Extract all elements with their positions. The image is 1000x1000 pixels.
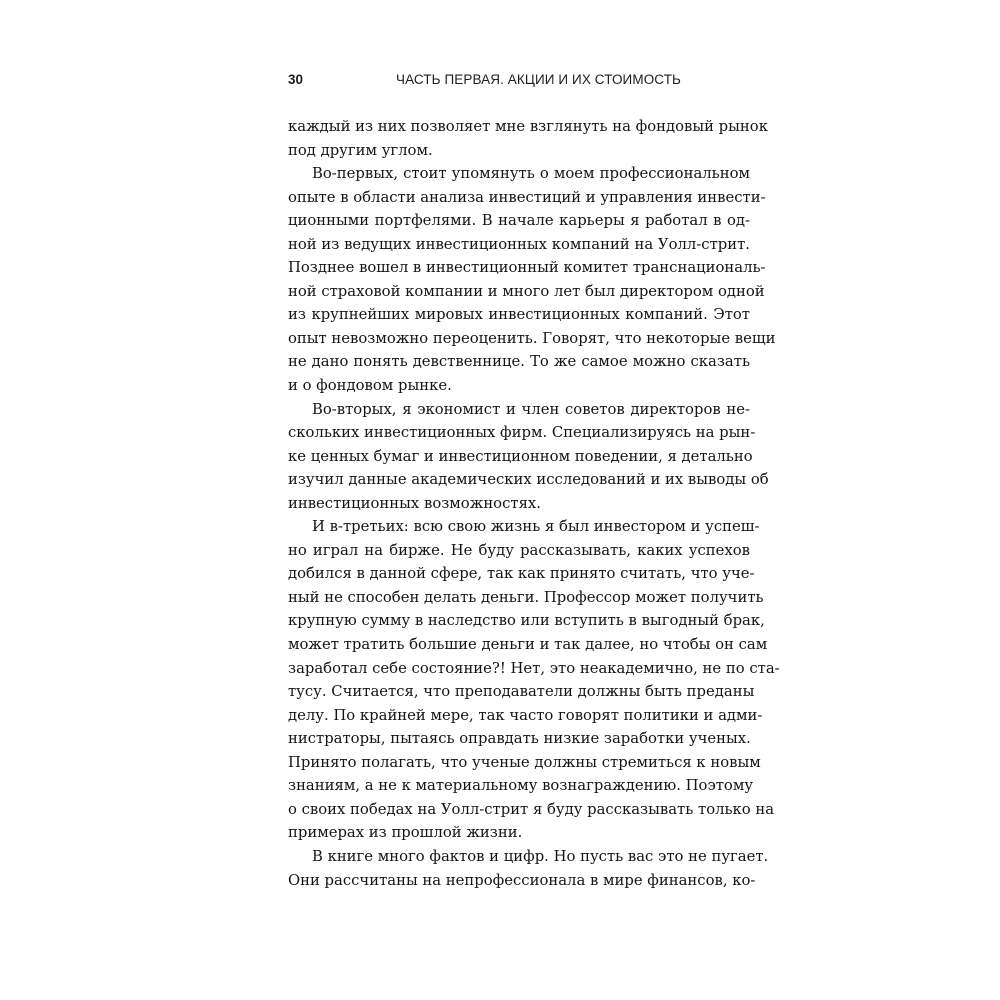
paragraph-professional-experience	[288, 162, 776, 397]
text-line: опыте в области анализа инвестиций и управления инвести-	[288, 188, 766, 206]
text-line: может тратить большие деньги и так далее, но чтобы он сам	[288, 636, 768, 654]
text-line: тусу. Считается, что преподаватели должны быть преданы	[288, 683, 755, 701]
page-number: 30	[288, 72, 304, 87]
text-line: В книге много фактов и цифр. Но пусть вас это не пугает.	[312, 847, 769, 865]
text-line: скольких инвестиционных фирм. Специализируясь на рын-	[288, 424, 756, 442]
text-line: Позднее вошел в инвестиционный комитет транснациональ-	[288, 259, 766, 277]
text-line: Они рассчитаны на непрофессионала в мире финансов, ко-	[288, 871, 756, 889]
text-line: И в-третьих: всю свою жизнь я был инвестором и успеш-	[312, 518, 760, 536]
text-line: каждый из них позволяет мне взглянуть на фондовый рынок	[288, 118, 768, 135]
text-line: не дано понять девственнице. То же самое можно сказать	[288, 353, 750, 371]
text-line: ной из ведущих инвестиционных компаний на Уолл-стрит.	[288, 235, 750, 253]
text-line: Во-вторых, я экономист и член советов директоров не-	[312, 400, 750, 418]
text-line: добился в данной сфере, так как принято считать, что уче-	[288, 565, 755, 583]
paragraph-investor	[288, 515, 780, 845]
text-line: Принято полагать, что ученые должны стремиться к новым	[288, 753, 761, 771]
text-line: из крупнейших мировых инвестиционных компаний. Этот	[288, 306, 750, 324]
text-line: ный не способен делать деньги. Профессор может получить	[288, 588, 764, 606]
text-line: крупную сумму в наследство или вступить в выгодный брак,	[288, 612, 765, 630]
text-line: Во-первых, стоит упомянуть о моем профессиональном	[312, 165, 750, 183]
body-text	[288, 115, 780, 892]
text-line: инвестиционных возможностях.	[288, 494, 541, 512]
text-line: о своих победах на Уолл-стрит я буду рассказывать только на	[288, 800, 775, 818]
running-header	[288, 72, 750, 94]
text-line: знаниям, а не к материальному вознаграждению. Поэтому	[288, 777, 754, 795]
text-line: но играл на бирже. Не буду рассказывать, каких успехов	[288, 541, 750, 559]
text-line: примерах из прошлой жизни.	[288, 824, 523, 842]
text-line: под другим углом.	[288, 141, 433, 159]
paragraph-continued	[288, 115, 768, 162]
text-line: делу. По крайней мере, так часто говорят политики и адми-	[288, 706, 763, 724]
text-line: ке ценных бумаг и инвестиционном поведении, я детально	[288, 447, 753, 465]
paragraph-economist	[288, 398, 769, 516]
running-title: ЧАСТЬ ПЕРВАЯ. АКЦИИ И ИХ СТОИМОСТЬ	[396, 72, 682, 87]
text-line: и о фондовом рынке.	[288, 377, 452, 395]
text-line: ционными портфелями. В начале карьеры я работал в од-	[288, 212, 750, 230]
paragraph-facts-and-figures	[288, 845, 769, 892]
text-line: опыт невозможно переоценить. Говорят, что некоторые вещи	[288, 329, 776, 347]
text-line: заработал себе состояние?! Нет, это неакадемично, не по ста-	[288, 659, 780, 677]
text-line: ной страховой компании и много лет был директором одной	[288, 282, 765, 300]
text-line: нистраторы, пытаясь оправдать низкие заработки ученых.	[288, 730, 751, 748]
text-line: изучил данные академических исследований и их выводы об	[288, 471, 769, 489]
